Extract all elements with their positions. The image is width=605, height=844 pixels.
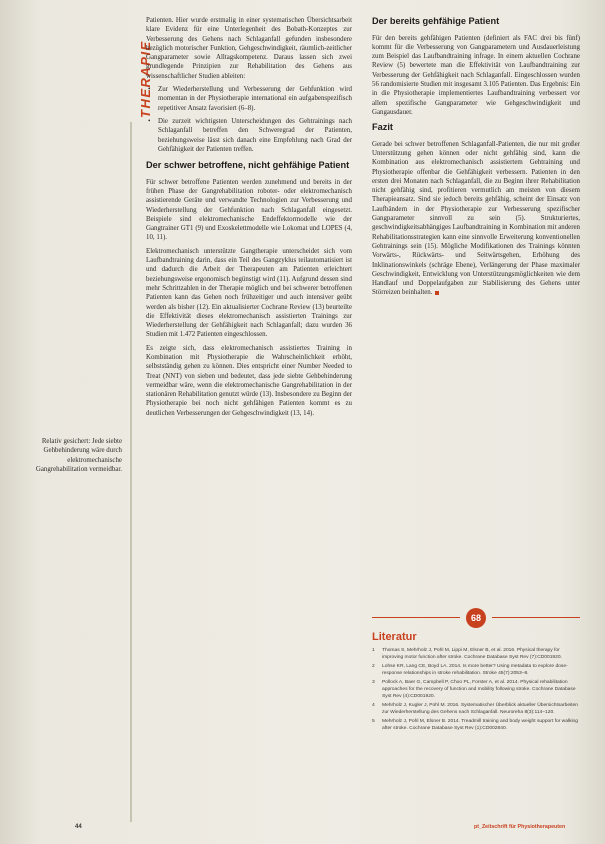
page-number: 44 [75,824,82,830]
end-mark-icon [435,291,439,295]
right-column [372,16,580,302]
reference-item: 3 Pollock A, Baer G, Campbell P, Choo PL, Forster A, et al. 2014. Physical rehabilitation approaches for the recovery of function and mobility following stroke. Cochrane Database Syst Rev (4):CD001920. [372,680,576,699]
section-heading-severe: Der schwer betroffene, nicht gehfähige Patient [146,160,350,171]
literature-heading: Literatur [372,631,417,643]
reference-item: 4 Mehrholz J, Kugler J, Pohl M. 2016. Systematischer Überblick aktueller Übersichtsarbeiten zur Wiederherstellung des Gehens nach Schlaganfall. Neuroreha 8(3):114–120. [372,703,578,715]
list-item: • Die zurzeit wichtigsten Unterscheidungen des Gehtrainings nach Schlaganfall betreffen den Schweregrad der Patienten, beziehungsweise lässt sich danach eine Empfehlung nach Grad der Gehfähigkeit der Patienten treffen. [146,117,352,154]
reference-item: 5 Mehrholz J, Pohl M, Elsner B. 2014. Treadmill training and body weight support for walking after stroke. Cochrane Database Syst Rev (1):CD002840. [372,719,578,731]
column-divider-rule [130,122,132,822]
section-heading-conclusion: Fazit [372,122,393,133]
conclusion-text: Gerade bei schwer betroffenen Schlaganfall-Patienten, die nur mit großer Unterstützung gehen können oder nicht gehfähig sind, kann die Kombination aus elektromechanisch assistiertem Gehtraining und Physiotherapie offenbar die Gehfähigkeit verbessern. Patienten in den ersten drei Monaten nach Schlaganfall, die zu Beginn ihrer Rehabilitation nicht gehfähig sind, profitieren vermutlich am meisten von diesem Therapieansatz. Sind sie jedoch bereits gehfähig, scheint der Einsatz von Laufbändern in der Physiotherapie zur Verbesserung spezifischer Gangparameter sinnvoll zu sein (5). Strukturiertes, geschwindigkeitsabhängiges Laufbandtraining in Kombination mit anderen Rehabilitationsstrategien kann eine sinnvolle Erweiterung konventionellen Gehtrainings sein (15). Mögliche Modifikationen des Trainings könnten Vorwärts-, Rückwärts- und Seitwärtsgehen, Erhöhung des Inklinationswinkels (schräge Ebene), Verlängerung der Phase maximaler Geschwindigkeit, Entwicklung von Unterstützungsmöglichkeiten wie dem Handlauf und Doppelaufgaben zur Stabilisierung des Gehens unter Störreizen beinhalten. [372,140,581,297]
divider-line [492,617,580,618]
paragraph: Es zeigte sich, dass elektromechanisch assistiertes Training in Kombination mit Physiotherapie die Wahrscheinlichkeit erhöht, selbstständig gehen zu können. Dies entspricht einer Number Needed to Treat (NNT) von sieben und bedeutet, dass jede siebte Gehbehinderung vermeidbar wäre, wenn die elektromechanische Gangrehabilitation in der stationären Rehabilitation genutzt würde (13). Insbesondere zu Beginn der Physiotherapie bei noch nicht gehfähigen Patienten kommt es zu deutlichen Verbesserungen der Gehgeschwindigkeit (13, 14). [146,344,352,417]
literature-badge-icon: 68 [466,608,486,628]
reference-item: 2 Lohse KR, Lang CE, Boyd LA. 2014. Is more better? Using metadata to explore dose-response relationships in stroke rehabilitation. Stroke 45(7):2053–8. [372,664,568,676]
principles-list [146,85,352,154]
literature-divider [372,607,580,629]
journal-footer: pt_Zeitschrift für Physiotherapeuten [474,824,566,830]
list-item: • Zur Wiederherstellung und Verbesserung der Gehfunktion wird momentan in der Physiotherapie international ein aufgabenspezifisch repetitiver Ansatz favorisiert (6–8). [146,85,352,113]
reference-item: 1 Thomas S, Mehrholz J, Pohl M, Lippi M, Elsner B, et al. 2016. Physical therapy for improving motor function after stroke. Cochrane Database Syst Rev (7):CD001920. [372,648,562,660]
margin-note: Relativ gesichert: Jede siebte Gehbehinderung wäre durch elektromechanische Gangrehabilitation vermeidbar. [35,438,122,473]
intro-paragraph: Patienten. Hier wurde erstmalig in einer systematischen Übersichtsarbeit klare Evidenz für eine Unterlegenheit des Bobath-Konzeptes zur Verbesserung des Gehens nach Schlaganfall gefunden insbesondere bezüglich motorischer Funktion, Gehgeschwindigkeit, räumlich-zeitlicher Gangparameter sowie Alltagskompetenz. Daraus lassen sich zwei grundlegende Prinzipien zur Rehabilitation des Gehens aus wissenschaftlicher Studien ableiten: [146,17,352,80]
section-tab-label: THERAPIE [138,40,153,118]
paragraph: Für schwer betroffene Patienten werden zunehmend und bereits in der frühen Phase der Gangrehabilitation roboter- oder elektromechanisch assistierende Geräte und verwandte Technologien zur Verbesserung und Wiederherstellung der Gehfunktion nach Schlaganfall eingesetzt. Beispiele sind elektromechanische Endeffektormodelle wie der Gangtrainer GT1 (9) und Exoskelettmodelle wie Lokomat und LOPES (4, 10, 11). [146,178,352,242]
paragraph [372,140,580,298]
section-tab [124,22,153,118]
paragraph: Elektromechanisch unterstützte Gangtherapie unterscheidet sich vom Laufbandtraining darin, dass ein Teil des Gangzyklus teilautomatisiert ist und dadurch die Arbeit der Therapeuten am Patienten erleichtert beziehungsweise ergonomisch begünstigt wird (11). Aufgrund dessen sind mehr Schrittzahlen in der Therapie möglich und bei schwerer betroffenen Patienten kann das Gehen noch frühzeitiger und auch intensiver geübt werden als bisher (12). Ein aktualisierter Cochrane Review (13) beurteilte die Effektivität dieses elektromechanisch assistierten Trainings zur Wiederherstellung der Gehfähigkeit nach Schlaganfall; dazu wurden 36 Studien mit 1.472 Patienten eingeschlossen. [146,247,352,339]
reference-list [372,648,580,736]
paragraph: Für den bereits gehfähigen Patienten (definiert als FAC drei bis fünf) kommt für die Verbesserung von Gangparametern und Ausdauerleistung zum Beispiel das Laufbandtraining infrage. In einem aktuellen Cochrane Review (5) bewertete man die Effektivität von Laufbandtraining zur Verbesserung der Gehfähigkeit nach Schlaganfall. Eingeschlossen wurden 56 randomisierte Studien mit insgesamt 3.105 Patienten. Das Ergebnis: Ein in die Physiotherapie implementiertes Laufbandtraining verbessert vor allem spezifische Gangparameter wie Gehgeschwindigkeit und Gangausdauer. [372,34,580,116]
section-heading-ambulatory: Der bereits gehfähige Patient [372,16,500,26]
divider-line [372,617,460,618]
left-column [146,16,352,422]
